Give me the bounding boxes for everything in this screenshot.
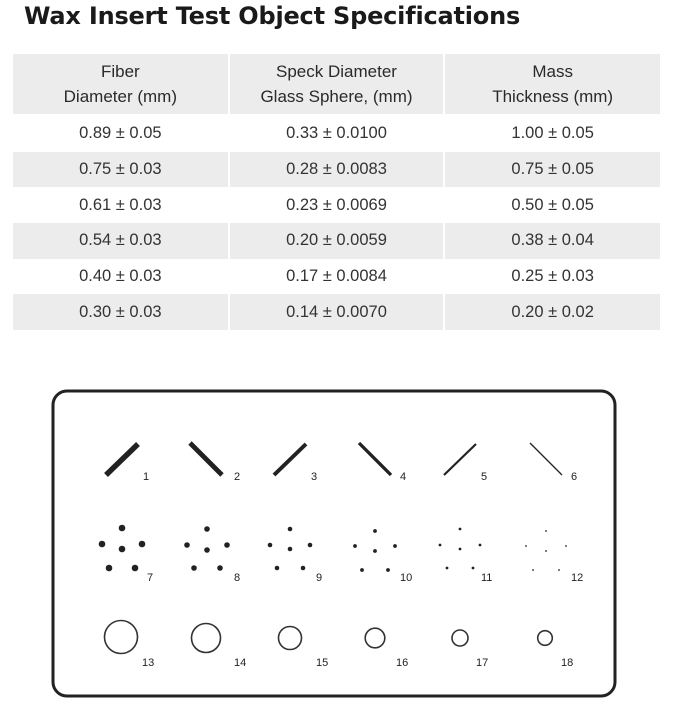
mass-label-18: 18 bbox=[561, 657, 574, 669]
fiber-label-5: 5 bbox=[481, 471, 488, 483]
speck-cell: 0.33 ± 0.0100 bbox=[229, 115, 445, 152]
speck-cell: 0.20 ± 0.0059 bbox=[229, 223, 445, 259]
fiber-label-6: 6 bbox=[571, 471, 578, 483]
page-title: Wax Insert Test Object Specifications bbox=[24, 2, 521, 30]
phantom-outline bbox=[53, 391, 615, 696]
mass-label-17: 17 bbox=[476, 657, 489, 669]
header-mass-thickness: Mass Thickness (mm) bbox=[444, 54, 660, 115]
speck-label-11: 11 bbox=[481, 572, 493, 584]
speck-cluster-10 bbox=[353, 529, 397, 572]
fiber-label-2: 2 bbox=[234, 471, 241, 483]
mass-cell: 1.00 ± 0.05 bbox=[444, 115, 660, 152]
mass-14 bbox=[192, 624, 221, 653]
mass-17 bbox=[452, 630, 468, 646]
speck-cluster-12 bbox=[525, 530, 567, 571]
fiber-label-1: 1 bbox=[143, 471, 150, 483]
fiber-cell: 0.54 ± 0.03 bbox=[13, 223, 229, 259]
fiber-group bbox=[106, 443, 562, 475]
mass-15 bbox=[279, 627, 302, 650]
fiber-2 bbox=[190, 443, 222, 475]
speck-cluster-11 bbox=[439, 528, 482, 570]
fiber-label-3: 3 bbox=[311, 471, 318, 483]
speck-cluster-9 bbox=[268, 527, 313, 571]
mass-cell: 0.50 ± 0.05 bbox=[444, 187, 660, 223]
speck-cell: 0.17 ± 0.0084 bbox=[229, 259, 445, 295]
header-speck-diameter: Speck Diameter Glass Sphere, (mm) bbox=[229, 54, 445, 115]
fiber-3 bbox=[274, 444, 306, 475]
mass-cell: 0.75 ± 0.05 bbox=[444, 152, 660, 188]
speck-cell: 0.14 ± 0.0070 bbox=[229, 294, 445, 330]
mass-cell: 0.20 ± 0.02 bbox=[444, 294, 660, 330]
fiber-4 bbox=[359, 443, 391, 475]
fiber-5 bbox=[444, 444, 476, 475]
speck-cell: 0.28 ± 0.0083 bbox=[229, 152, 445, 188]
speck-label-10: 10 bbox=[400, 572, 413, 584]
mass-13 bbox=[105, 621, 138, 654]
fiber-cell: 0.75 ± 0.03 bbox=[13, 152, 229, 188]
fiber-cell: 0.89 ± 0.05 bbox=[79, 124, 162, 143]
fiber-cell: 0.30 ± 0.03 bbox=[13, 294, 229, 330]
mass-label-15: 15 bbox=[316, 657, 329, 669]
mass-label-14: 14 bbox=[234, 657, 247, 669]
speck-label-9: 9 bbox=[316, 572, 323, 584]
fiber-label-4: 4 bbox=[400, 471, 407, 483]
fiber-6 bbox=[530, 443, 562, 475]
mass-cell: 0.38 ± 0.04 bbox=[444, 223, 660, 259]
mass-label-16: 16 bbox=[396, 657, 409, 669]
speck-cell: 0.23 ± 0.0069 bbox=[229, 187, 445, 223]
fiber-1 bbox=[106, 444, 138, 475]
speck-cluster-7 bbox=[99, 525, 146, 572]
fiber-cell: 0.40 ± 0.03 bbox=[79, 267, 162, 286]
speck-label-12: 12 bbox=[571, 572, 584, 584]
speck-label-8: 8 bbox=[234, 572, 241, 584]
mass-cell: 0.25 ± 0.03 bbox=[444, 259, 660, 295]
mass-18 bbox=[538, 631, 553, 646]
mass-group bbox=[105, 621, 553, 654]
mass-label-13: 13 bbox=[142, 657, 155, 669]
fiber-cell: 0.61 ± 0.03 bbox=[79, 195, 162, 214]
header-fiber-diameter: Fiber Diameter (mm) bbox=[13, 54, 229, 115]
mass-16 bbox=[365, 628, 385, 648]
speck-label-7: 7 bbox=[147, 572, 154, 584]
speck-cluster-8 bbox=[184, 526, 230, 571]
